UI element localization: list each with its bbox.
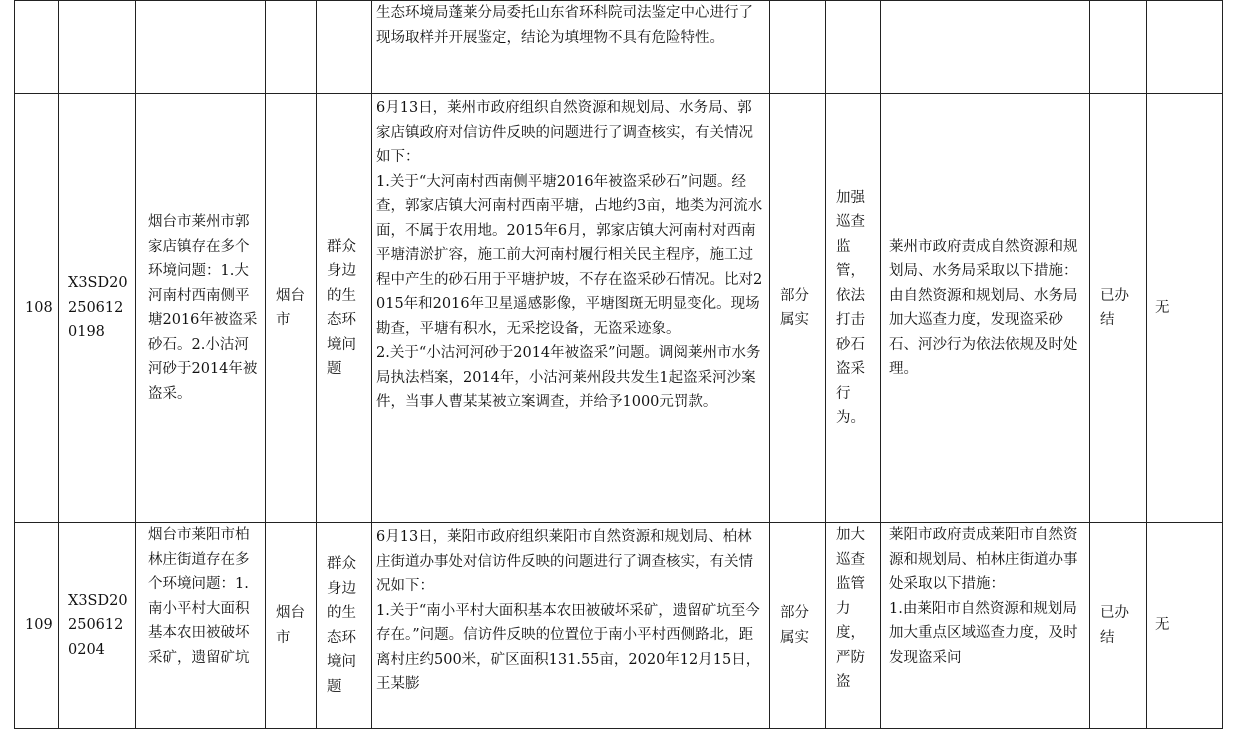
- table-row: [15, 523, 1223, 729]
- accountability: 无: [1147, 94, 1223, 523]
- city: 烟台市: [266, 523, 317, 729]
- city: 烟台市: [266, 94, 317, 523]
- status: 已办结: [1090, 94, 1147, 523]
- city: [266, 1, 317, 94]
- table-row: [15, 94, 1223, 523]
- row-number: 109: [15, 523, 59, 729]
- row-number: [15, 1, 59, 94]
- investigation-findings: 6月13日，莱州市政府组织自然资源和规划局、水务局、郭家店镇政府对信访件反映的问题进行了调查核实，有关情况如下： 1.关于“大河南村西南侧平塘2016年被盗采砂石”问题。经查，郭家店镇大河南村西南平塘，占地约3亩，地类为河流水面，不属于农用地。2015年6月，郭家店镇大河南村对西南平塘清淤扩容，施工前大河南村履行相关民主程序，施工过程中产生的砂石用于平塘护坡，不存在盗采砂石情况。比对2015年和2016年卫星遥感影像，平塘图斑无明显变化。现场勘查，平塘有积水，无采挖设备，无盗采迹象。 2.关于“小沽河河砂于2014年被盗采”问题。调阅莱州市水务局执法档案，2014年，小沽河莱州段共发生1起盗采河沙案件，当事人曹某某被立案调查，并给予1000元罚款。: [372, 94, 770, 523]
- petition-code: [59, 1, 136, 94]
- category: [317, 1, 372, 94]
- category: 群众身边的生态环境问题: [317, 523, 372, 729]
- investigation-findings: 6月13日，莱阳市政府组织莱阳市自然资源和规划局、柏林庄街道办事处对信访件反映的问题进行了调查核实，有关情况如下： 1.关于“南小平村大面积基本农田被破坏采矿，遗留矿坑至今存在。”问题。信访件反映的位置位于南小平村西侧路北，距离村庄约500米，矿区面积131.55亩，2020年12月15日，王某膨: [372, 523, 770, 729]
- accountability: [1147, 1, 1223, 94]
- table-row: [15, 1, 1223, 94]
- investigation-findings: 生态环境局蓬莱分局委托山东省环科院司法鉴定中心进行了现场取样并开展鉴定，结论为填埋物不具有危险特性。: [372, 1, 770, 94]
- verdict: 部分属实: [770, 523, 826, 729]
- verdict: [770, 1, 826, 94]
- verdict: 部分属实: [770, 94, 826, 523]
- petition-table: [14, 0, 1223, 729]
- petition-code: X3SD20250612 0204: [59, 523, 136, 729]
- petition-code: X3SD20250612 0198: [59, 94, 136, 523]
- status: 已办结: [1090, 523, 1147, 729]
- actions: 莱阳市政府责成莱阳市自然资源和规划局、柏林庄街道办事处采取以下措施： 1.由莱阳市自然资源和规划局加大重点区域巡查力度，及时发现盗采问: [881, 523, 1090, 729]
- issue-description: 烟台市莱州市郭家店镇存在多个环境问题：1.大河南村西南侧平塘2016年被盗采砂石。2.小沽河河砂于2014年被盗采。: [136, 94, 266, 523]
- row-number: 108: [15, 94, 59, 523]
- actions: 莱州市政府责成自然资源和规划局、水务局采取以下措施： 由自然资源和规划局、水务局加大巡查力度，发现盗采砂石、河沙行为依法依规及时处理。: [881, 94, 1090, 523]
- issue-description: [136, 1, 266, 94]
- actions: [881, 1, 1090, 94]
- status: [1090, 1, 1147, 94]
- measures: 加强巡查监管，依法打击砂石盗采行为。: [826, 94, 881, 523]
- accountability: 无: [1147, 523, 1223, 729]
- issue-description: 烟台市莱阳市柏林庄街道存在多个环境问题：1.南小平村大面积基本农田被破坏采矿，遗留矿坑: [136, 523, 266, 729]
- measures: [826, 1, 881, 94]
- measures: 加大巡查监管力度，严防盗: [826, 523, 881, 729]
- category: 群众身边的生态环境问题: [317, 94, 372, 523]
